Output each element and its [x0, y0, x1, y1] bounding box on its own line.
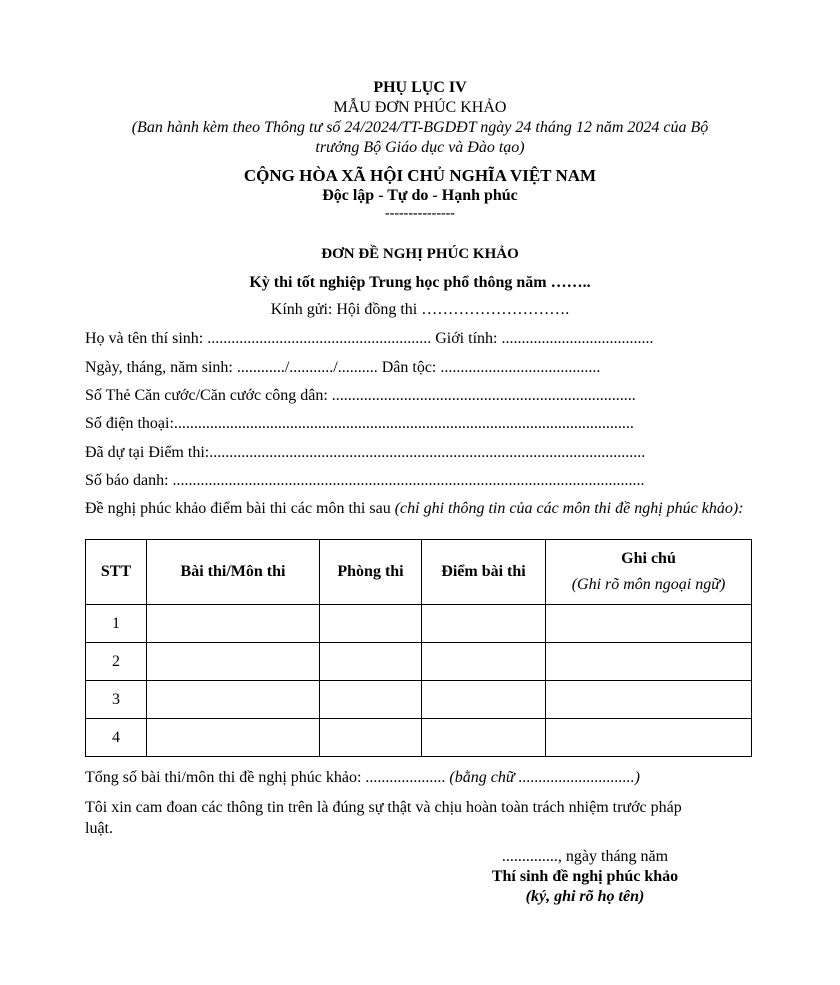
cell-note[interactable] — [546, 605, 752, 643]
signature-date: .............., ngày tháng năm — [501, 848, 669, 865]
national-motto: Độc lập - Tự do - Hạnh phúc — [322, 187, 518, 204]
exam-line: Kỳ thi tốt nghiệp Trung học phổ thông năm …….. — [249, 274, 591, 291]
header-note — [546, 540, 752, 605]
country-name: CỘNG HÒA XÃ HỘI CHỦ NGHĨA VIỆT NAM — [243, 166, 597, 185]
field-candidate-number: Số báo danh: ...................................................................................................................... — [85, 472, 645, 489]
issued-note-line2: trưởng Bộ Giáo dục và Đào tạo) — [315, 139, 525, 156]
table-row — [86, 605, 752, 643]
total-in-words: (bằng chữ .............................) — [449, 769, 640, 786]
table-row — [86, 681, 752, 719]
row-number: 2 — [86, 643, 147, 681]
field-exam-site: Đã dự tại Điểm thi:............................................................................................................. — [85, 444, 646, 461]
row-number: 3 — [86, 681, 147, 719]
header-subject: Bài thi/Môn thi — [147, 540, 320, 605]
table-header-row — [86, 540, 752, 605]
cell-room[interactable] — [320, 681, 422, 719]
row-number: 1 — [86, 605, 147, 643]
field-name-gender: Họ và tên thí sinh: ........................................................ Giới tính: ...................................... — [85, 330, 654, 347]
document-title: ĐƠN ĐỀ NGHỊ PHÚC KHẢO — [321, 246, 519, 262]
form-title: MẪU ĐƠN PHÚC KHẢO — [333, 99, 507, 116]
header-note-title: Ghi chú — [621, 550, 676, 567]
cell-subject[interactable] — [147, 605, 320, 643]
cell-note[interactable] — [546, 681, 752, 719]
request-text: Đề nghị phúc khảo điểm bài thi các môn thi sau — [85, 500, 395, 517]
declaration-line1: Tôi xin cam đoan các thông tin trên là đúng sự thật và chịu hoàn toàn trách nhiệm trước pháp — [85, 799, 682, 816]
request-note: (chỉ ghi thông tin của các môn thi đề nghị phúc khảo): — [394, 500, 744, 517]
cell-subject[interactable] — [147, 681, 320, 719]
cell-score[interactable] — [422, 605, 546, 643]
declaration-line2: luật. — [85, 820, 113, 837]
field-dob-ethnicity: Ngày, tháng, năm sinh: ............/.........../.......... Dân tộc: ........................................ — [85, 359, 601, 376]
row-number: 4 — [86, 719, 147, 757]
cell-score[interactable] — [422, 643, 546, 681]
header-score: Điểm bài thi — [422, 540, 546, 605]
signature-title: Thí sinh đề nghị phúc khảo — [491, 868, 679, 885]
cell-score[interactable] — [422, 719, 546, 757]
header-stt: STT — [86, 540, 147, 605]
cell-room[interactable] — [320, 605, 422, 643]
cell-note[interactable] — [546, 719, 752, 757]
total-line — [85, 768, 640, 788]
total-text: Tổng số bài thi/môn thi đề nghị phúc khảo: .................... — [85, 769, 450, 786]
cell-subject[interactable] — [147, 719, 320, 757]
table-row — [86, 643, 752, 681]
header-room: Phòng thi — [320, 540, 422, 605]
cell-score[interactable] — [422, 681, 546, 719]
signature-note: (ký, ghi rõ họ tên) — [525, 888, 645, 905]
field-phone: Số điện thoại:................................................................................................................... — [85, 415, 634, 432]
header-note-subtitle: (Ghi rõ môn ngoại ngữ) — [571, 576, 726, 593]
subjects-table — [85, 539, 752, 757]
cell-room[interactable] — [320, 643, 422, 681]
request-paragraph — [85, 499, 755, 518]
issued-note-line1: (Ban hành kèm theo Thông tư số 24/2024/TT-BGDĐT ngày 24 tháng 12 năm 2024 của Bộ — [131, 119, 709, 136]
cell-note[interactable] — [546, 643, 752, 681]
field-id-card: Số Thẻ Căn cước/Căn cước công dân: ............................................................................ — [85, 387, 636, 404]
motto-divider: --------------- — [385, 206, 455, 221]
appendix-heading: PHỤ LỤC IV — [373, 79, 467, 96]
recipient-line: Kính gửi: Hội đồng thi ………………………. — [270, 301, 570, 318]
cell-room[interactable] — [320, 719, 422, 757]
cell-subject[interactable] — [147, 643, 320, 681]
table-row — [86, 719, 752, 757]
